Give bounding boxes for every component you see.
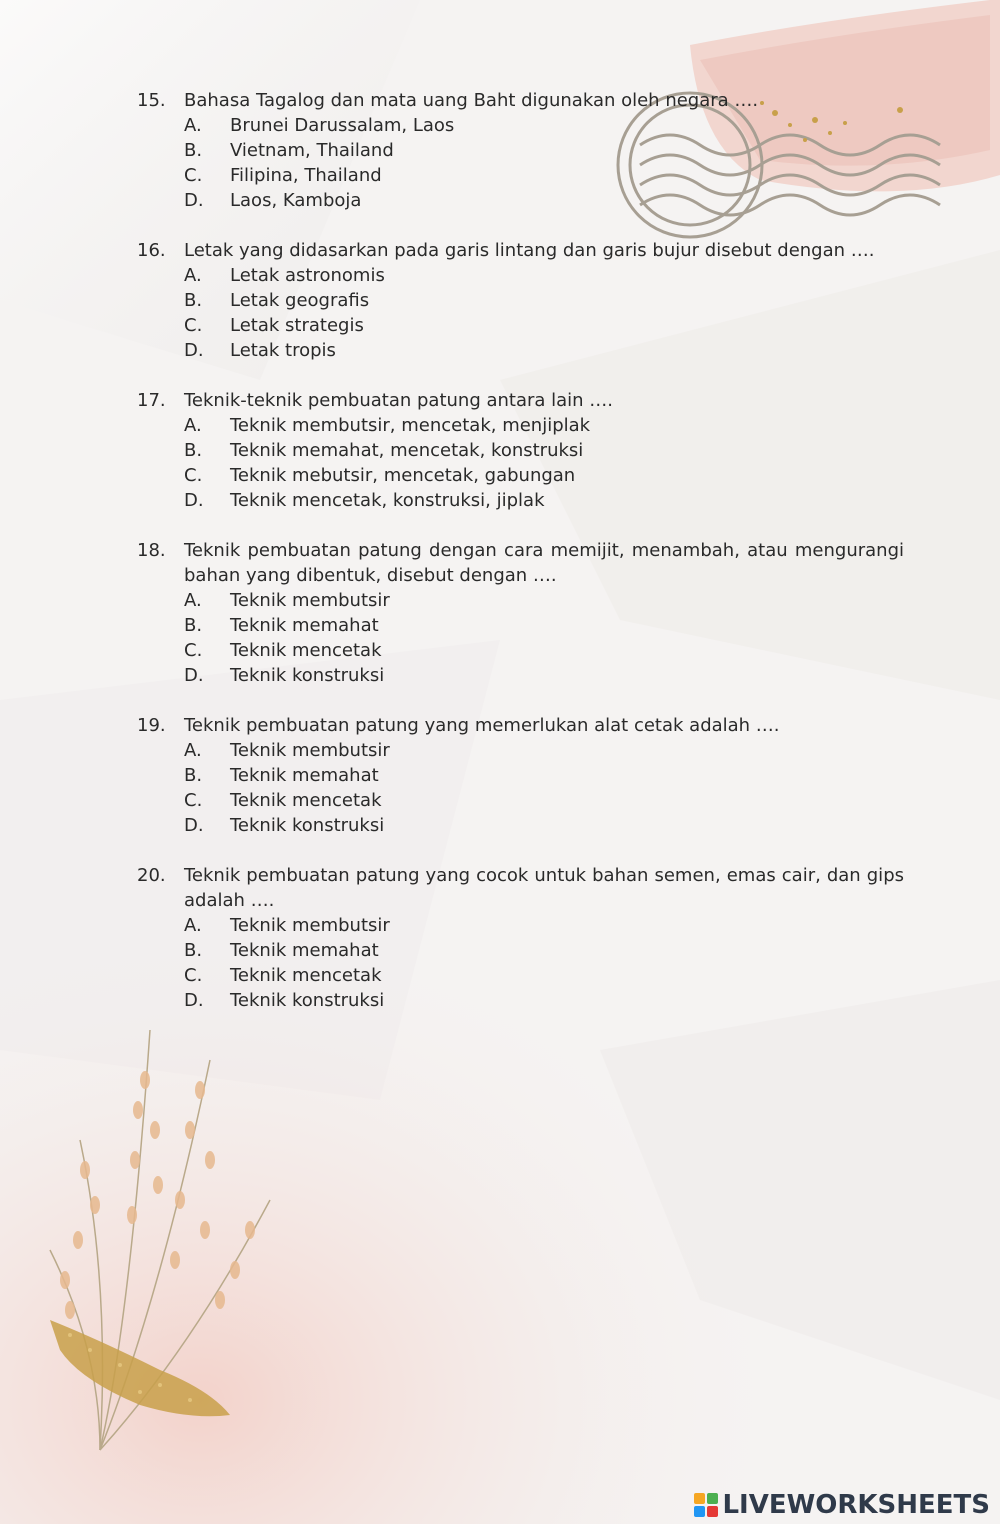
option-text: Vietnam, Thailand (230, 140, 394, 161)
option-letter: B. (184, 765, 203, 786)
option-text: Teknik membutsir (230, 915, 390, 936)
question-text: Teknik pembuatan patung dengan cara memijit, menambah, atau mengurangi bahan yang dibentuk, disebut dengan …. (184, 540, 904, 586)
answer-option (0, 813, 1000, 838)
option-letter: C. (184, 965, 203, 986)
question-number: 16. (137, 240, 166, 261)
option-letter: B. (184, 290, 203, 311)
question-list (0, 88, 1000, 1038)
answer-option (0, 338, 1000, 363)
option-letter: C. (184, 640, 203, 661)
answer-option (0, 188, 1000, 213)
answer-option (0, 438, 1000, 463)
question-item (0, 863, 1000, 1013)
option-text: Teknik membutsir (230, 590, 390, 611)
question-number: 15. (137, 90, 166, 111)
option-text: Letak geografis (230, 290, 370, 311)
question-item (0, 388, 1000, 513)
answer-option (0, 638, 1000, 663)
option-letter: C. (184, 465, 203, 486)
question-number: 18. (137, 540, 166, 561)
option-letter: B. (184, 440, 203, 461)
answer-option (0, 788, 1000, 813)
option-letter: D. (184, 665, 204, 686)
option-letter: D. (184, 490, 204, 511)
option-letter: C. (184, 165, 203, 186)
option-letter: B. (184, 140, 203, 161)
question-item (0, 238, 1000, 363)
answer-option (0, 413, 1000, 438)
question-item (0, 713, 1000, 838)
option-text: Filipina, Thailand (230, 165, 382, 186)
option-letter: C. (184, 790, 203, 811)
option-letter: B. (184, 940, 203, 961)
option-letter: A. (184, 590, 202, 611)
option-text: Teknik konstruksi (230, 665, 385, 686)
question-text: Bahasa Tagalog dan mata uang Baht digunakan oleh negara …. (184, 90, 759, 111)
question-text: Teknik pembuatan patung yang memerlukan alat cetak adalah …. (184, 715, 780, 736)
answer-option (0, 738, 1000, 763)
option-letter: A. (184, 265, 202, 286)
answer-option (0, 488, 1000, 513)
option-text: Teknik memahat (230, 615, 379, 636)
answer-option (0, 588, 1000, 613)
question-number: 19. (137, 715, 166, 736)
dried-grass-illustration (40, 1020, 300, 1460)
option-text: Brunei Darussalam, Laos (230, 115, 455, 136)
answer-option (0, 163, 1000, 188)
option-letter: D. (184, 815, 204, 836)
question-item (0, 538, 1000, 688)
question-item (0, 88, 1000, 213)
option-letter: A. (184, 740, 202, 761)
question-text: Teknik pembuatan patung yang cocok untuk bahan semen, emas cair, dan gips adalah …. (184, 865, 904, 911)
answer-option (0, 288, 1000, 313)
option-text: Teknik memahat, mencetak, konstruksi (230, 440, 584, 461)
answer-option (0, 613, 1000, 638)
option-text: Teknik konstruksi (230, 990, 385, 1011)
option-text: Letak strategis (230, 315, 364, 336)
option-text: Teknik memahat (230, 765, 379, 786)
answer-option (0, 263, 1000, 288)
option-letter: A. (184, 415, 202, 436)
option-text: Teknik mencetak (230, 640, 382, 661)
answer-option (0, 763, 1000, 788)
option-text: Teknik konstruksi (230, 815, 385, 836)
question-text: Teknik-teknik pembuatan patung antara lain …. (184, 390, 614, 411)
liveworksheets-logo (694, 1490, 990, 1520)
option-text: Teknik mencetak (230, 790, 382, 811)
question-text: Letak yang didasarkan pada garis lintang dan garis bujur disebut dengan …. (184, 240, 875, 261)
answer-option (0, 463, 1000, 488)
option-letter: D. (184, 990, 204, 1011)
option-letter: D. (184, 340, 204, 361)
option-text: Teknik mebutsir, mencetak, gabungan (230, 465, 576, 486)
option-text: Teknik mencetak (230, 965, 382, 986)
logo-text: LIVEWORKSHEETS (722, 1490, 990, 1520)
option-letter: B. (184, 615, 203, 636)
option-text: Teknik mencetak, konstruksi, jiplak (230, 490, 545, 511)
option-letter: A. (184, 915, 202, 936)
answer-option (0, 913, 1000, 938)
question-number: 17. (137, 390, 166, 411)
option-text: Teknik membutsir (230, 740, 390, 761)
logo-icon (694, 1493, 718, 1517)
option-letter: C. (184, 315, 203, 336)
option-text: Letak astronomis (230, 265, 385, 286)
answer-option (0, 138, 1000, 163)
question-number: 20. (137, 865, 166, 886)
option-text: Letak tropis (230, 340, 336, 361)
option-text: Teknik memahat (230, 940, 379, 961)
answer-option (0, 938, 1000, 963)
option-letter: D. (184, 190, 204, 211)
option-letter: A. (184, 115, 202, 136)
answer-option (0, 963, 1000, 988)
answer-option (0, 988, 1000, 1013)
answer-option (0, 663, 1000, 688)
answer-option (0, 113, 1000, 138)
answer-option (0, 313, 1000, 338)
option-text: Teknik membutsir, mencetak, menjiplak (230, 415, 591, 436)
option-text: Laos, Kamboja (230, 190, 362, 211)
